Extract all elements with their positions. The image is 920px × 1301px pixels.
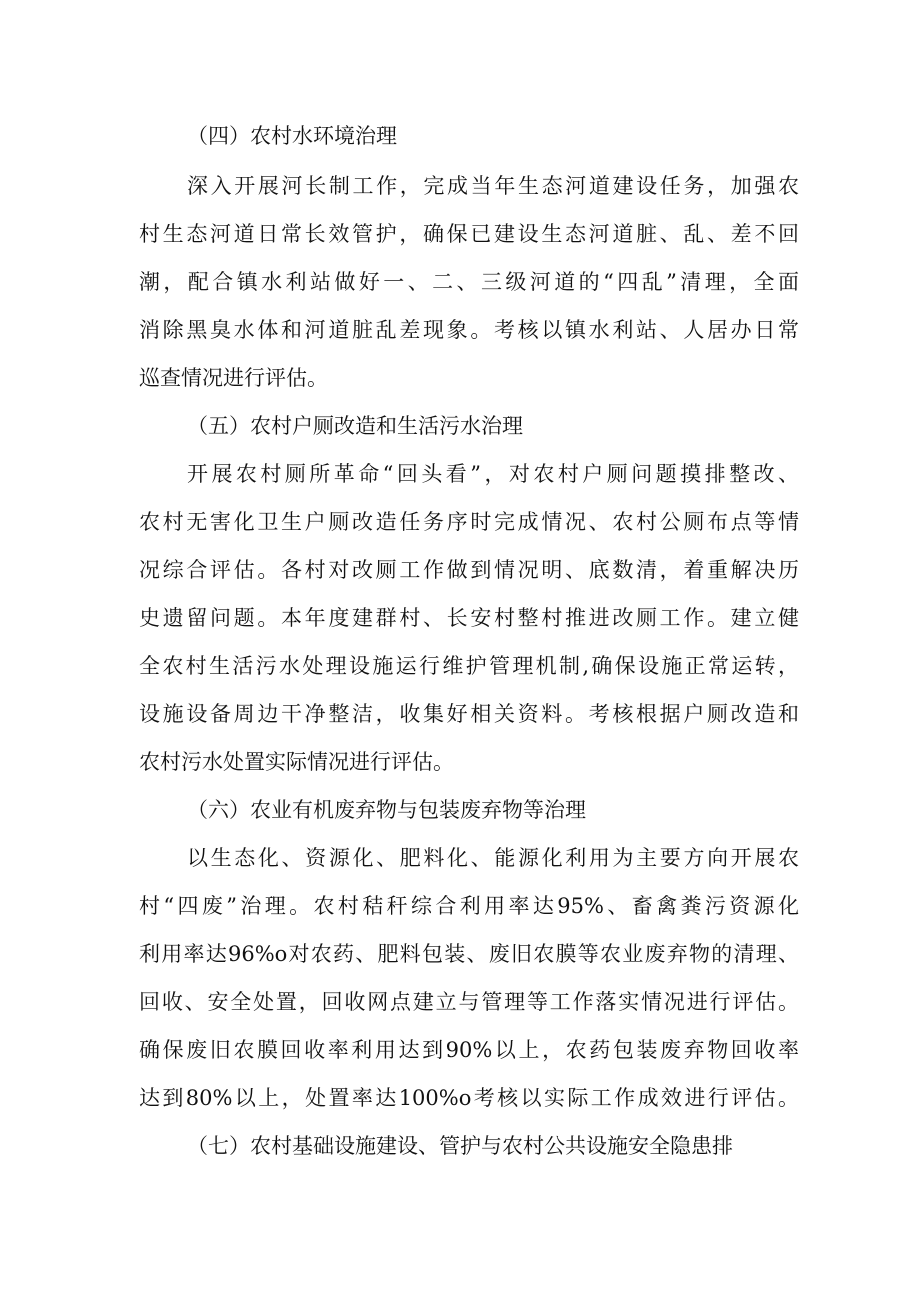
section-4-heading: （四）农村水环境治理 (187, 124, 397, 148)
section-6-line-6: 达到80%以上，处置率达100%o考核以实际工作成效进行评估。 (139, 1086, 799, 1110)
section-6-line-2: 村“四废”治理。农村秸秆综合利用率达95%、畜禽粪污资源化 (139, 894, 799, 918)
section-5-heading: （五）农村户厕改造和生活污水治理 (187, 414, 523, 438)
section-4-line-5: 巡查情况进行评估。 (139, 366, 328, 390)
section-5-line-2: 农村无害化卫生户厕改造任务序时完成情况、农村公厕布点等情 (139, 510, 799, 534)
section-4-line-4: 消除黑臭水体和河道脏乱差现象。考核以镇水利站、人居办日常 (139, 318, 799, 342)
section-5-line-6: 设施设备周边干净整洁，收集好相关资料。考核根据户厕改造和 (139, 702, 799, 726)
section-6-heading: （六）农业有机废弃物与包装废弃物等治理 (187, 798, 586, 822)
section-4-line-2: 村生态河道日常长效管护，确保已建设生态河道脏、乱、差不回 (139, 222, 799, 246)
section-6-line-3: 利用率达96%o对农药、肥料包装、废旧农膜等农业废弃物的清理、 (139, 942, 799, 966)
section-6-line-5: 确保废旧农膜回收率利用达到90%以上，农药包装废弃物回收率 (139, 1038, 799, 1062)
section-4-line-1: 深入开展河长制工作，完成当年生态河道建设任务，加强农 (187, 174, 799, 198)
section-5-line-1: 开展农村厕所革命“回头看”，对农村户厕问题摸排整改、 (187, 462, 799, 486)
section-5-line-5: 全农村生活污水处理设施运行维护管理机制,确保设施正常运转， (139, 654, 799, 678)
section-4-line-3: 潮，配合镇水利站做好一、二、三级河道的“四乱”清理，全面 (139, 270, 799, 294)
section-5-line-4: 史遗留问题。本年度建群村、长安村整村推进改厕工作。建立健 (139, 606, 799, 630)
section-7-heading: （七）农村基础设施建设、管护与农村公共设施安全隐患排 (187, 1134, 733, 1158)
section-5-line-7: 农村污水处置实际情况进行评估。 (139, 750, 454, 774)
section-5-line-3: 况综合评估。各村对改厕工作做到情况明、底数清，着重解决历 (139, 558, 799, 582)
section-6-line-1: 以生态化、资源化、肥料化、能源化利用为主要方向开展农 (187, 846, 799, 870)
section-6-line-4: 回收、安全处置，回收网点建立与管理等工作落实情况进行评估。 (139, 990, 799, 1014)
